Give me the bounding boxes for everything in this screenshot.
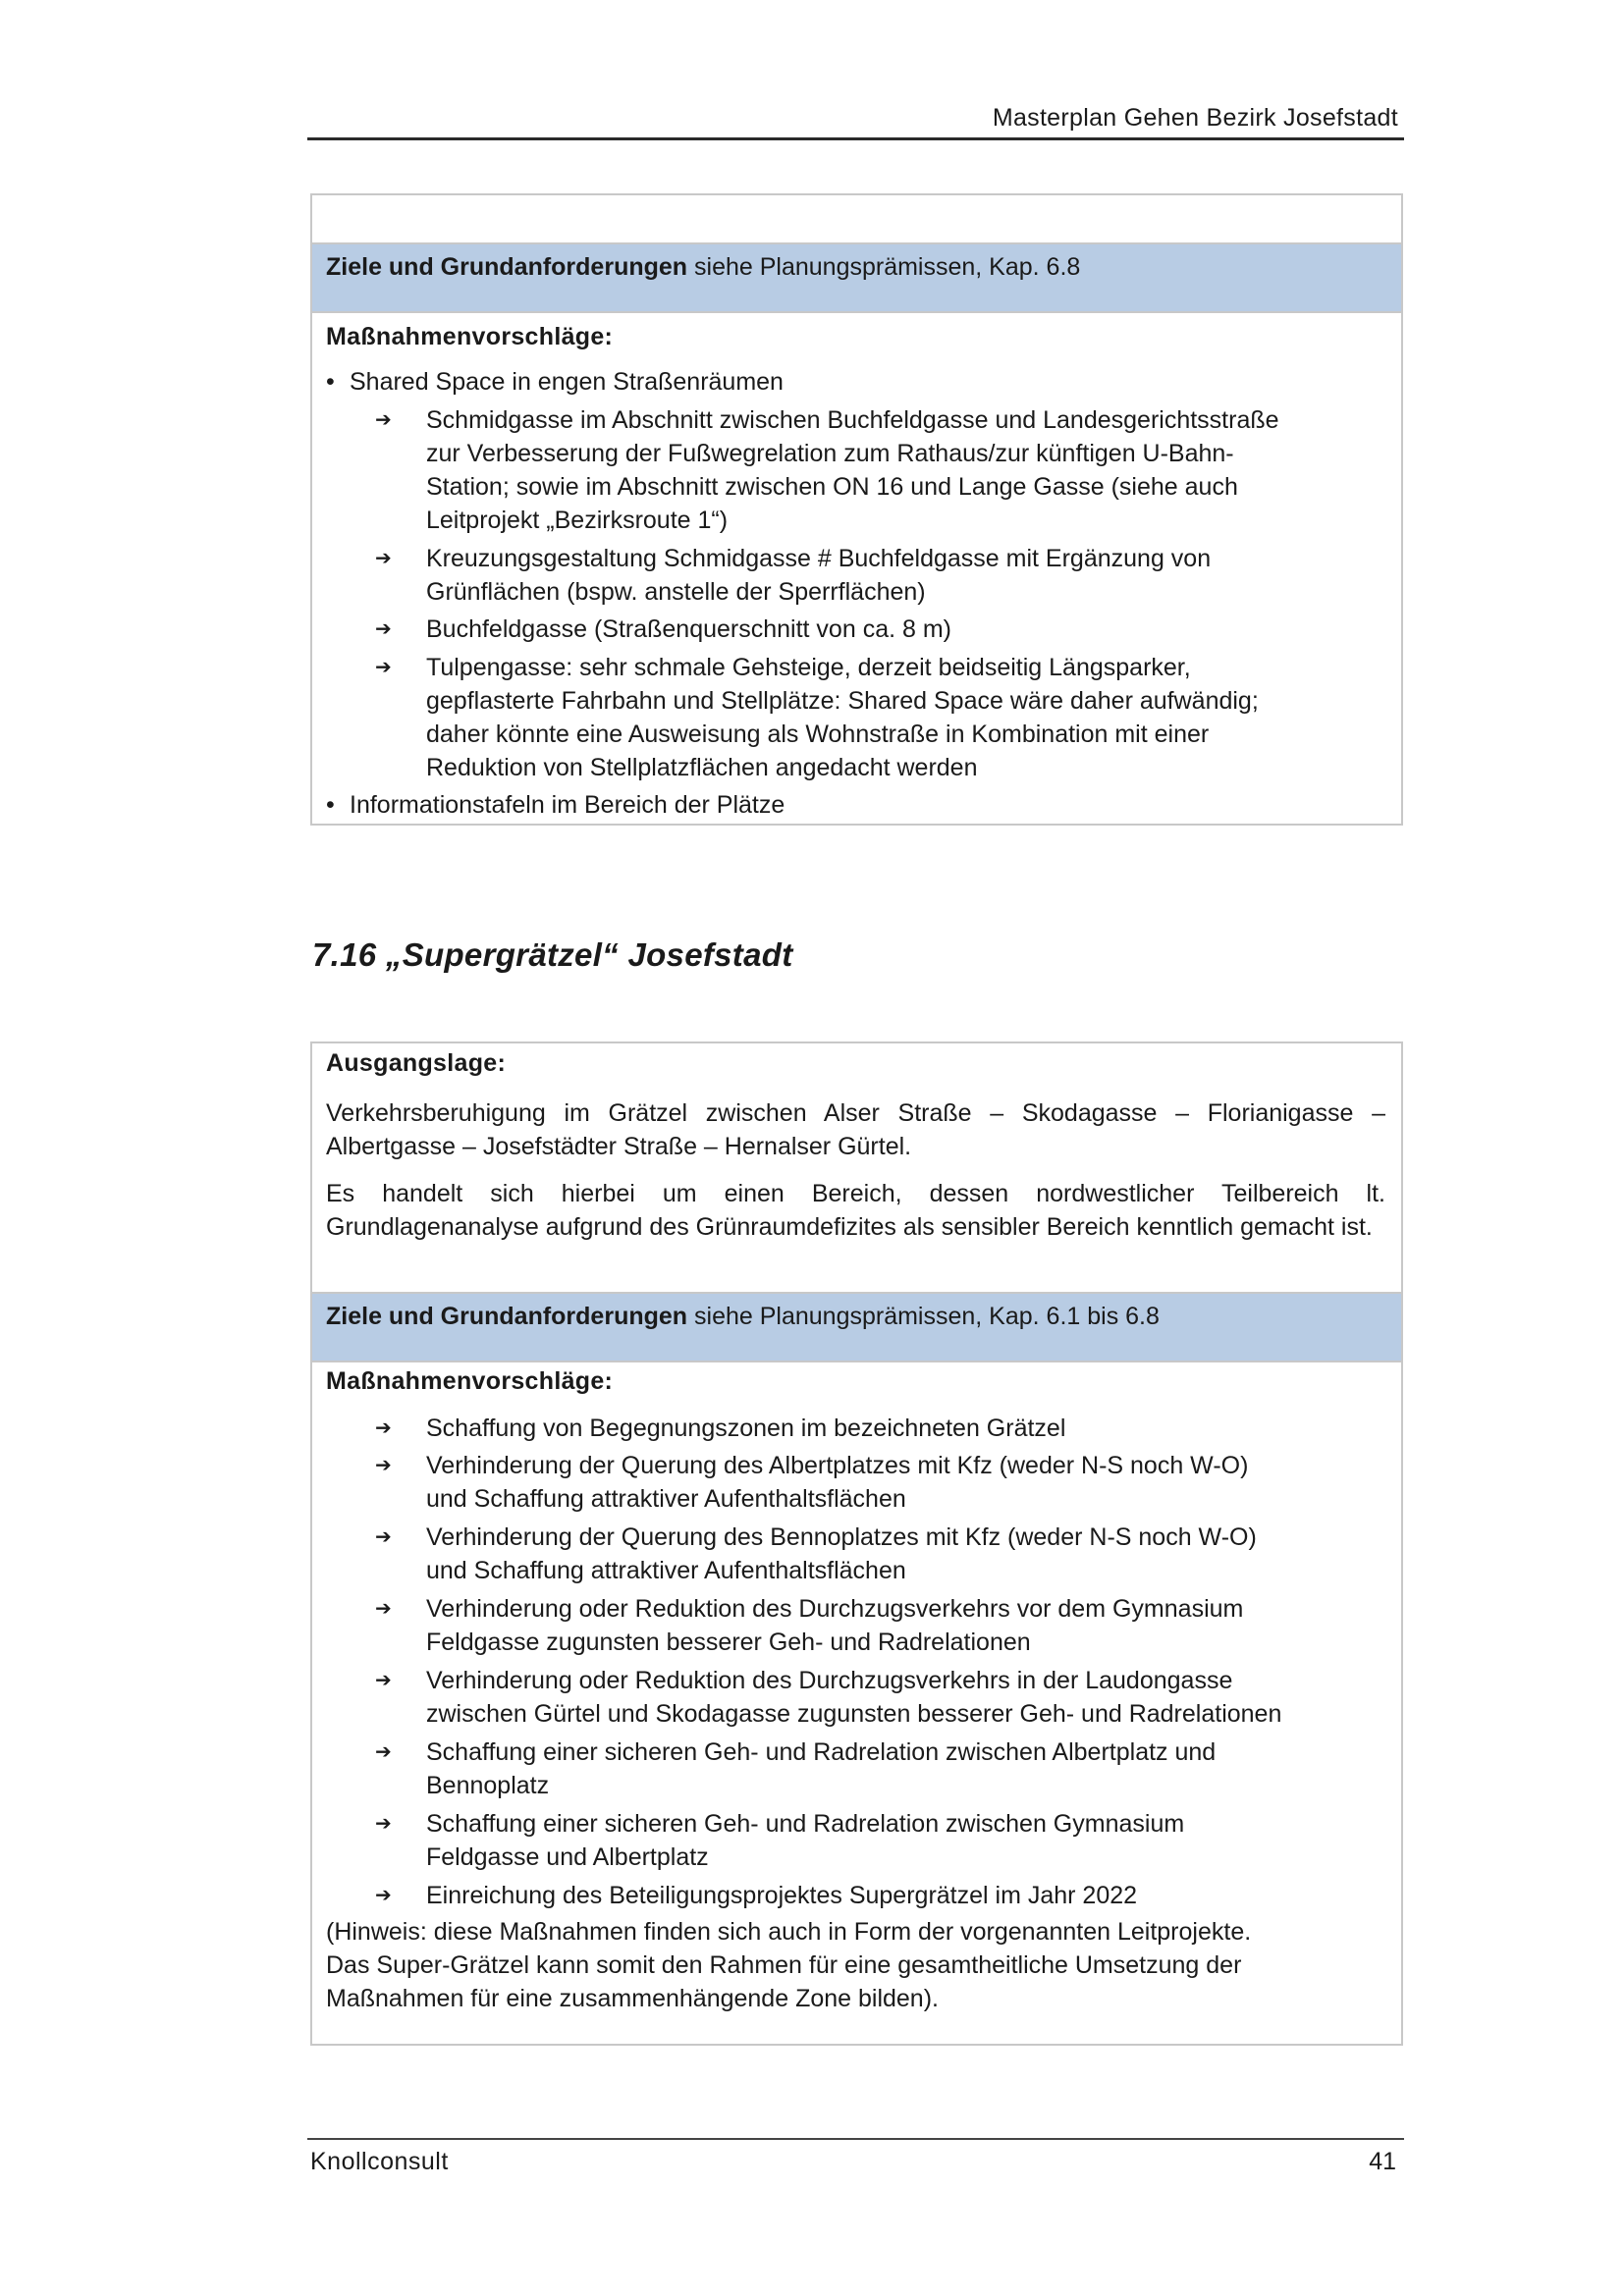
- bullet-icon: •: [326, 368, 335, 396]
- page-footer: [307, 2138, 1404, 2175]
- measures-table-2: Ausgangslage: Verkehrsberuhigung im Grätzel zwischen Alser Straße – Skodagasse – Florianigasse – Albertgasse – Josefstädter Straße – Hernalser Gürtel. Es handelt sich hierbei um einen Bereich, dessen nordwestlicher Teilbereich lt. Grundlagenanalyse aufgrund des Grünraumdefizites als sensibler Bereich kenntlich gemacht ist. Ziele und Grundanforderungen siehe Planungsprämissen, Kap. 6.1 bis 6.8 Maßnahmenvorschläge: ➔ Schaffung von Begegnungszonen im bezeichneten Grätzel ➔ Verhinderung der Querung des Albertplatzes mit Kfz (weder N-S noch W-O) und Schaffung attraktiver Aufenthaltsflächen ➔ Verhinderung der Querung des Bennoplatzes mit Kfz (weder N-S noch W-O) und Schaffung attraktiver Aufenthaltsflächen ➔ Verhinderung oder Reduktion des Durchzugsverkehrs vor dem Gymnasium Feldgasse zugunsten besserer Geh- und Radrelationen ➔ Verhinderung oder Reduktion des Durchzugsverkehrs in der Laudongasse zwischen Gürtel und Skodagasse zugunsten besserer Geh- und Radrelationen ➔ Schaffung einer sicheren Geh- und Radrelation zwischen Albertplatz und Bennoplatz ➔ Schaffung einer sicheren Geh- und Radrelation zwischen Gymnasium Feldgasse und Albertplatz ➔ Einreichung des Beteiligungsprojektes Supergrätzel im Jahr 2022 (Hinweis: diese Maßnahmen finden sich auch in Form der vorgenannten Leitprojekte. Das Super-Grätzel kann somit den Rahmen für eine gesamtheitliche Umsetzung der Maßnahmen für eine zusammenhängende Zone bilden).: [310, 1041, 1403, 2046]
- header-title: Masterplan Gehen Bezirk Josefstadt: [992, 104, 1398, 132]
- arrow-right-icon: ➔: [375, 657, 392, 678]
- bullet-item: • Shared Space in engen Straßenräumen: [326, 365, 784, 399]
- note-text: (Hinweis: diese Maßnahmen finden sich auch in Form der vorgenannten Leitprojekte. Das Super-Grätzel kann somit den Rahmen für eine gesamtheitliche Umsetzung der Maßnahmen für eine zusammenhängende Zone bilden).: [326, 1918, 1252, 2012]
- goals-text: siehe Planungsprämissen, Kap. 6.1 bis 6.8: [687, 1303, 1160, 1330]
- initial-situation-text: Es handelt sich hierbei um einen Bereich, dessen nordwestlicher Teilbereich lt. Grundlagenanalyse aufgrund des Grünraumdefizites als sensibler Bereich kenntlich gemacht ist.: [326, 1180, 1385, 1241]
- measures-label: Maßnahmenvorschläge:: [326, 1367, 614, 1395]
- goals-text: siehe Planungsprämissen, Kap. 6.8: [687, 253, 1081, 281]
- measures-table-1: Ziele und Grundanforderungen siehe Planungsprämissen, Kap. 6.8 Maßnahmenvorschläge: • Shared Space in engen Straßenräumen ➔ Schmidgasse im Abschnitt zwischen Buchfeldgasse und Landesgerichtsstraße zur Verbesserung der Fußwegrelation zum Rathaus/zur künftigen U-Bahn- Station; sowie im Abschnitt zwischen ON 16 und Lange Gasse (siehe auch Leitprojekt „Bezirksroute 1“) ➔ Kreuzungsgestaltung Schmidgasse # Buchfeldgasse mit Ergänzung von Grünflächen (bspw. anstelle der Sperrflächen) ➔ Buchfeldgasse (Straßenquerschnitt von ca. 8 m) ➔ Tulpengasse: sehr schmale Gehsteige, derzeit beidseitig Längsparker, gepflasterte Fahrbahn und Stellplätze: Shared Space wäre daher aufwändig; daher könnte eine Ausweisung als Wohnstraße in Kombination mit einer Reduktion von Stellplatzflächen angedacht werden • Informationstafeln im Bereich der Plätze: [310, 193, 1403, 826]
- arrow-right-icon: ➔: [375, 1526, 392, 1548]
- arrow-right-icon: ➔: [375, 1455, 392, 1476]
- arrow-right-icon: ➔: [375, 1813, 392, 1835]
- arrow-right-icon: ➔: [375, 618, 392, 640]
- bullet-item: • Informationstafeln im Bereich der Plätze: [326, 788, 785, 822]
- goals-label: Ziele und Grundanforderungen: [326, 253, 688, 281]
- page-number: 41: [1369, 2148, 1396, 2175]
- initial-situation-label: Ausgangslage:: [326, 1049, 507, 1077]
- goals-row: [312, 242, 1401, 313]
- initial-situation-text: Verkehrsberuhigung im Grätzel zwischen Alser Straße – Skodagasse – Florianigasse – Albertgasse – Josefstädter Straße – Hernalser Gürtel.: [326, 1099, 1385, 1160]
- page-header: [307, 102, 1404, 140]
- arrow-right-icon: ➔: [375, 1598, 392, 1620]
- arrow-right-icon: ➔: [375, 1417, 392, 1439]
- arrow-right-icon: ➔: [375, 1741, 392, 1763]
- goals-label: Ziele und Grundanforderungen: [326, 1303, 688, 1330]
- arrow-right-icon: ➔: [375, 548, 392, 569]
- goals-row: [312, 1292, 1401, 1362]
- bullet-icon: •: [326, 791, 335, 819]
- arrow-right-icon: ➔: [375, 1885, 392, 1906]
- footer-company: Knollconsult: [310, 2148, 449, 2175]
- arrow-right-icon: ➔: [375, 409, 392, 431]
- arrow-right-icon: ➔: [375, 1670, 392, 1691]
- section-heading: 7.16 „Supergrätzel“ Josefstadt: [312, 936, 793, 973]
- measures-label: Maßnahmenvorschläge:: [326, 323, 614, 350]
